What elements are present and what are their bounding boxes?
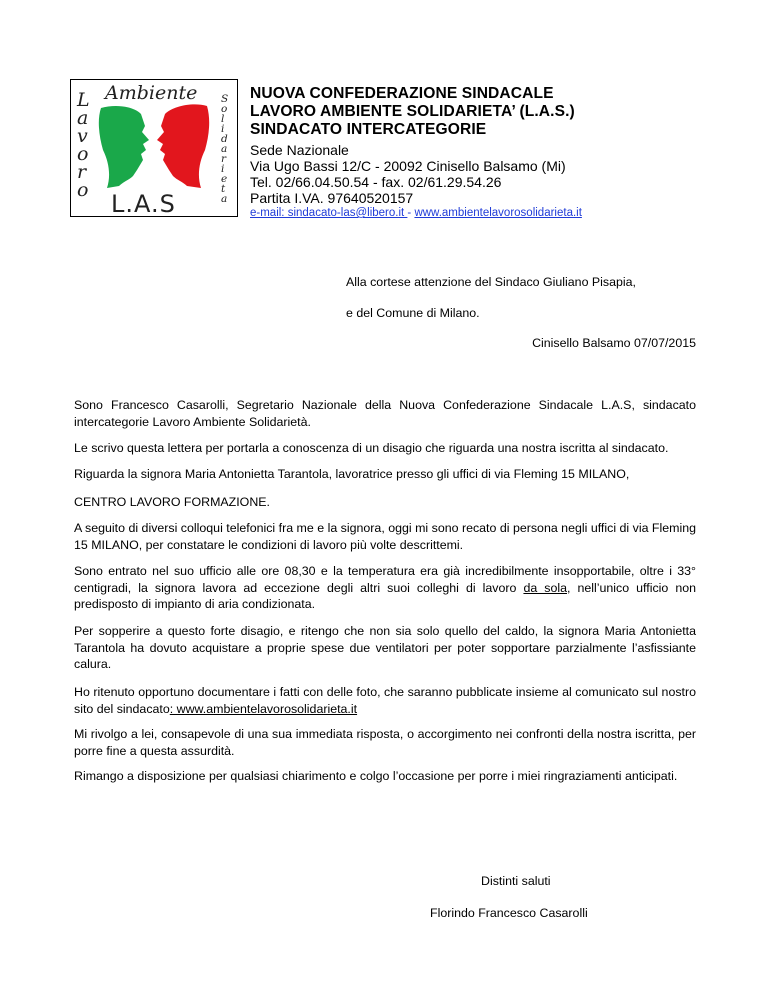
- org-name-line3: SINDACATO INTERCATEGORIE: [250, 121, 487, 138]
- logo-word-las: L.A.S: [111, 190, 176, 216]
- website-link[interactable]: www.ambientelavorosolidarieta.it: [414, 207, 582, 219]
- org-address: Via Ugo Bassi 12/C - 20092 Cinisello Balsamo (Mi): [250, 158, 566, 174]
- paragraph-1: Sono Francesco Casarolli, Segretario Nazionale della Nuova Confederazione Sindacale L.A.S, sindacato intercategorie Lavoro Ambiente Solidarietà.: [74, 398, 696, 429]
- logo-letter: t: [221, 183, 226, 195]
- paragraph-8: [74, 684, 696, 717]
- paragraph-6-underlined: da sola: [523, 580, 567, 595]
- logo-letter: i: [221, 123, 225, 135]
- contact-links: [250, 207, 582, 219]
- logo-word-ambiente: Ambiente: [105, 82, 198, 104]
- logo-letter: l: [221, 113, 225, 125]
- paragraph-4: CENTRO LAVORO FORMAZIONE.: [74, 495, 270, 509]
- red-face-silhouette: [157, 104, 209, 188]
- logo-letter: v: [77, 125, 88, 147]
- logo-letter: S: [221, 93, 229, 105]
- org-name-line2: LAVORO AMBIENTE SOLIDARIETA’ (L.A.S.): [250, 103, 575, 120]
- paragraph-8-site-link[interactable]: : www.ambientelavorosolidarieta.it: [169, 701, 358, 716]
- link-separator: -: [407, 207, 415, 219]
- logo-letter: r: [77, 161, 87, 183]
- logo-letter: r: [221, 153, 227, 165]
- logo-letter: o: [77, 179, 89, 201]
- logo-letter: a: [77, 107, 89, 129]
- logo-letter: o: [77, 143, 89, 165]
- logo-letter: L: [77, 89, 90, 111]
- email-link[interactable]: e-mail: sindacato-las@libero.it: [250, 207, 408, 219]
- las-logo: [70, 79, 238, 217]
- paragraph-6: [74, 563, 696, 613]
- paragraph-6-text-a: Sono entrato nel suo ufficio alle ore 08,30 e la temperatura era già incredibilmente insopportabile, oltre i 33° centigradi, la signora lavora ad eccezione degli altri suoi colleghi di lavoro: [74, 564, 696, 595]
- signature-name: Florindo Francesco Casarolli: [430, 906, 588, 920]
- addressee-line1: Alla cortese attenzione del Sindaco Giuliano Pisapia,: [346, 275, 636, 289]
- paragraph-3: Riguarda la signora Maria Antonietta Tarantola, lavoratrice presso gli uffici di via Fleming 15 MILANO,: [74, 467, 630, 481]
- logo-letter: e: [221, 173, 228, 185]
- addressee-line2: e del Comune di Milano.: [346, 306, 480, 320]
- paragraph-2: Le scrivo questa lettera per portarla a conoscenza di un disagio che riguarda una nostra iscritta al sindacato.: [74, 441, 669, 455]
- logo-word-lavoro: [76, 89, 90, 201]
- paragraph-7: Per sopperire a questo forte disagio, e ritengo che non sia solo quello del caldo, la signora Maria Antonietta Tarantola ha dovuto acquistare a proprie spese due ventilatori per poter sopportare parzialmente l’asfissiante calura.: [74, 624, 696, 671]
- las-logo-graphic: [71, 80, 237, 216]
- paragraph-9: Mi rivolgo a lei, consapevole di una sua immediata risposta, o accorgimento nei confronti della nostra iscritta, per porre fine a questa assurdità.: [74, 727, 696, 758]
- closing-greeting: Distinti saluti: [481, 874, 551, 888]
- org-name-line1: NUOVA CONFEDERAZIONE SINDACALE: [250, 85, 554, 102]
- paragraph-10: Rimango a disposizione per qualsiasi chiarimento e colgo l’occasione per porre i miei ringraziamenti anticipati.: [74, 769, 678, 783]
- logo-letter: a: [221, 143, 228, 155]
- logo-word-solidarieta: [221, 93, 228, 205]
- paragraph-8-text: Ho ritenuto opportuno documentare i fatti con delle foto, che saranno pubblicate insieme al comunicato sul nostro sito del sindacato: [74, 685, 696, 716]
- logo-letter: i: [221, 163, 225, 175]
- sede-label: Sede Nazionale: [250, 142, 349, 158]
- logo-letter: a: [221, 193, 228, 205]
- org-vat: Partita I.VA. 97640520157: [250, 190, 414, 206]
- green-face-silhouette: [99, 106, 149, 188]
- paragraph-6-text-b: , nell’unico ufficio non predisposto di impianto di aria condizionata.: [74, 580, 696, 611]
- place-date: Cinisello Balsamo 07/07/2015: [532, 336, 696, 350]
- logo-letter: d: [221, 133, 228, 145]
- logo-letter: o: [221, 103, 228, 115]
- org-phone-fax: Tel. 02/66.04.50.54 - fax. 02/61.29.54.26: [250, 174, 502, 190]
- paragraph-5: A seguito di diversi colloqui telefonici fra me e la signora, oggi mi sono recato di persona negli uffici di via Fleming 15 MILANO, per constatare le condizioni di lavoro più volte descrittemi.: [74, 521, 696, 552]
